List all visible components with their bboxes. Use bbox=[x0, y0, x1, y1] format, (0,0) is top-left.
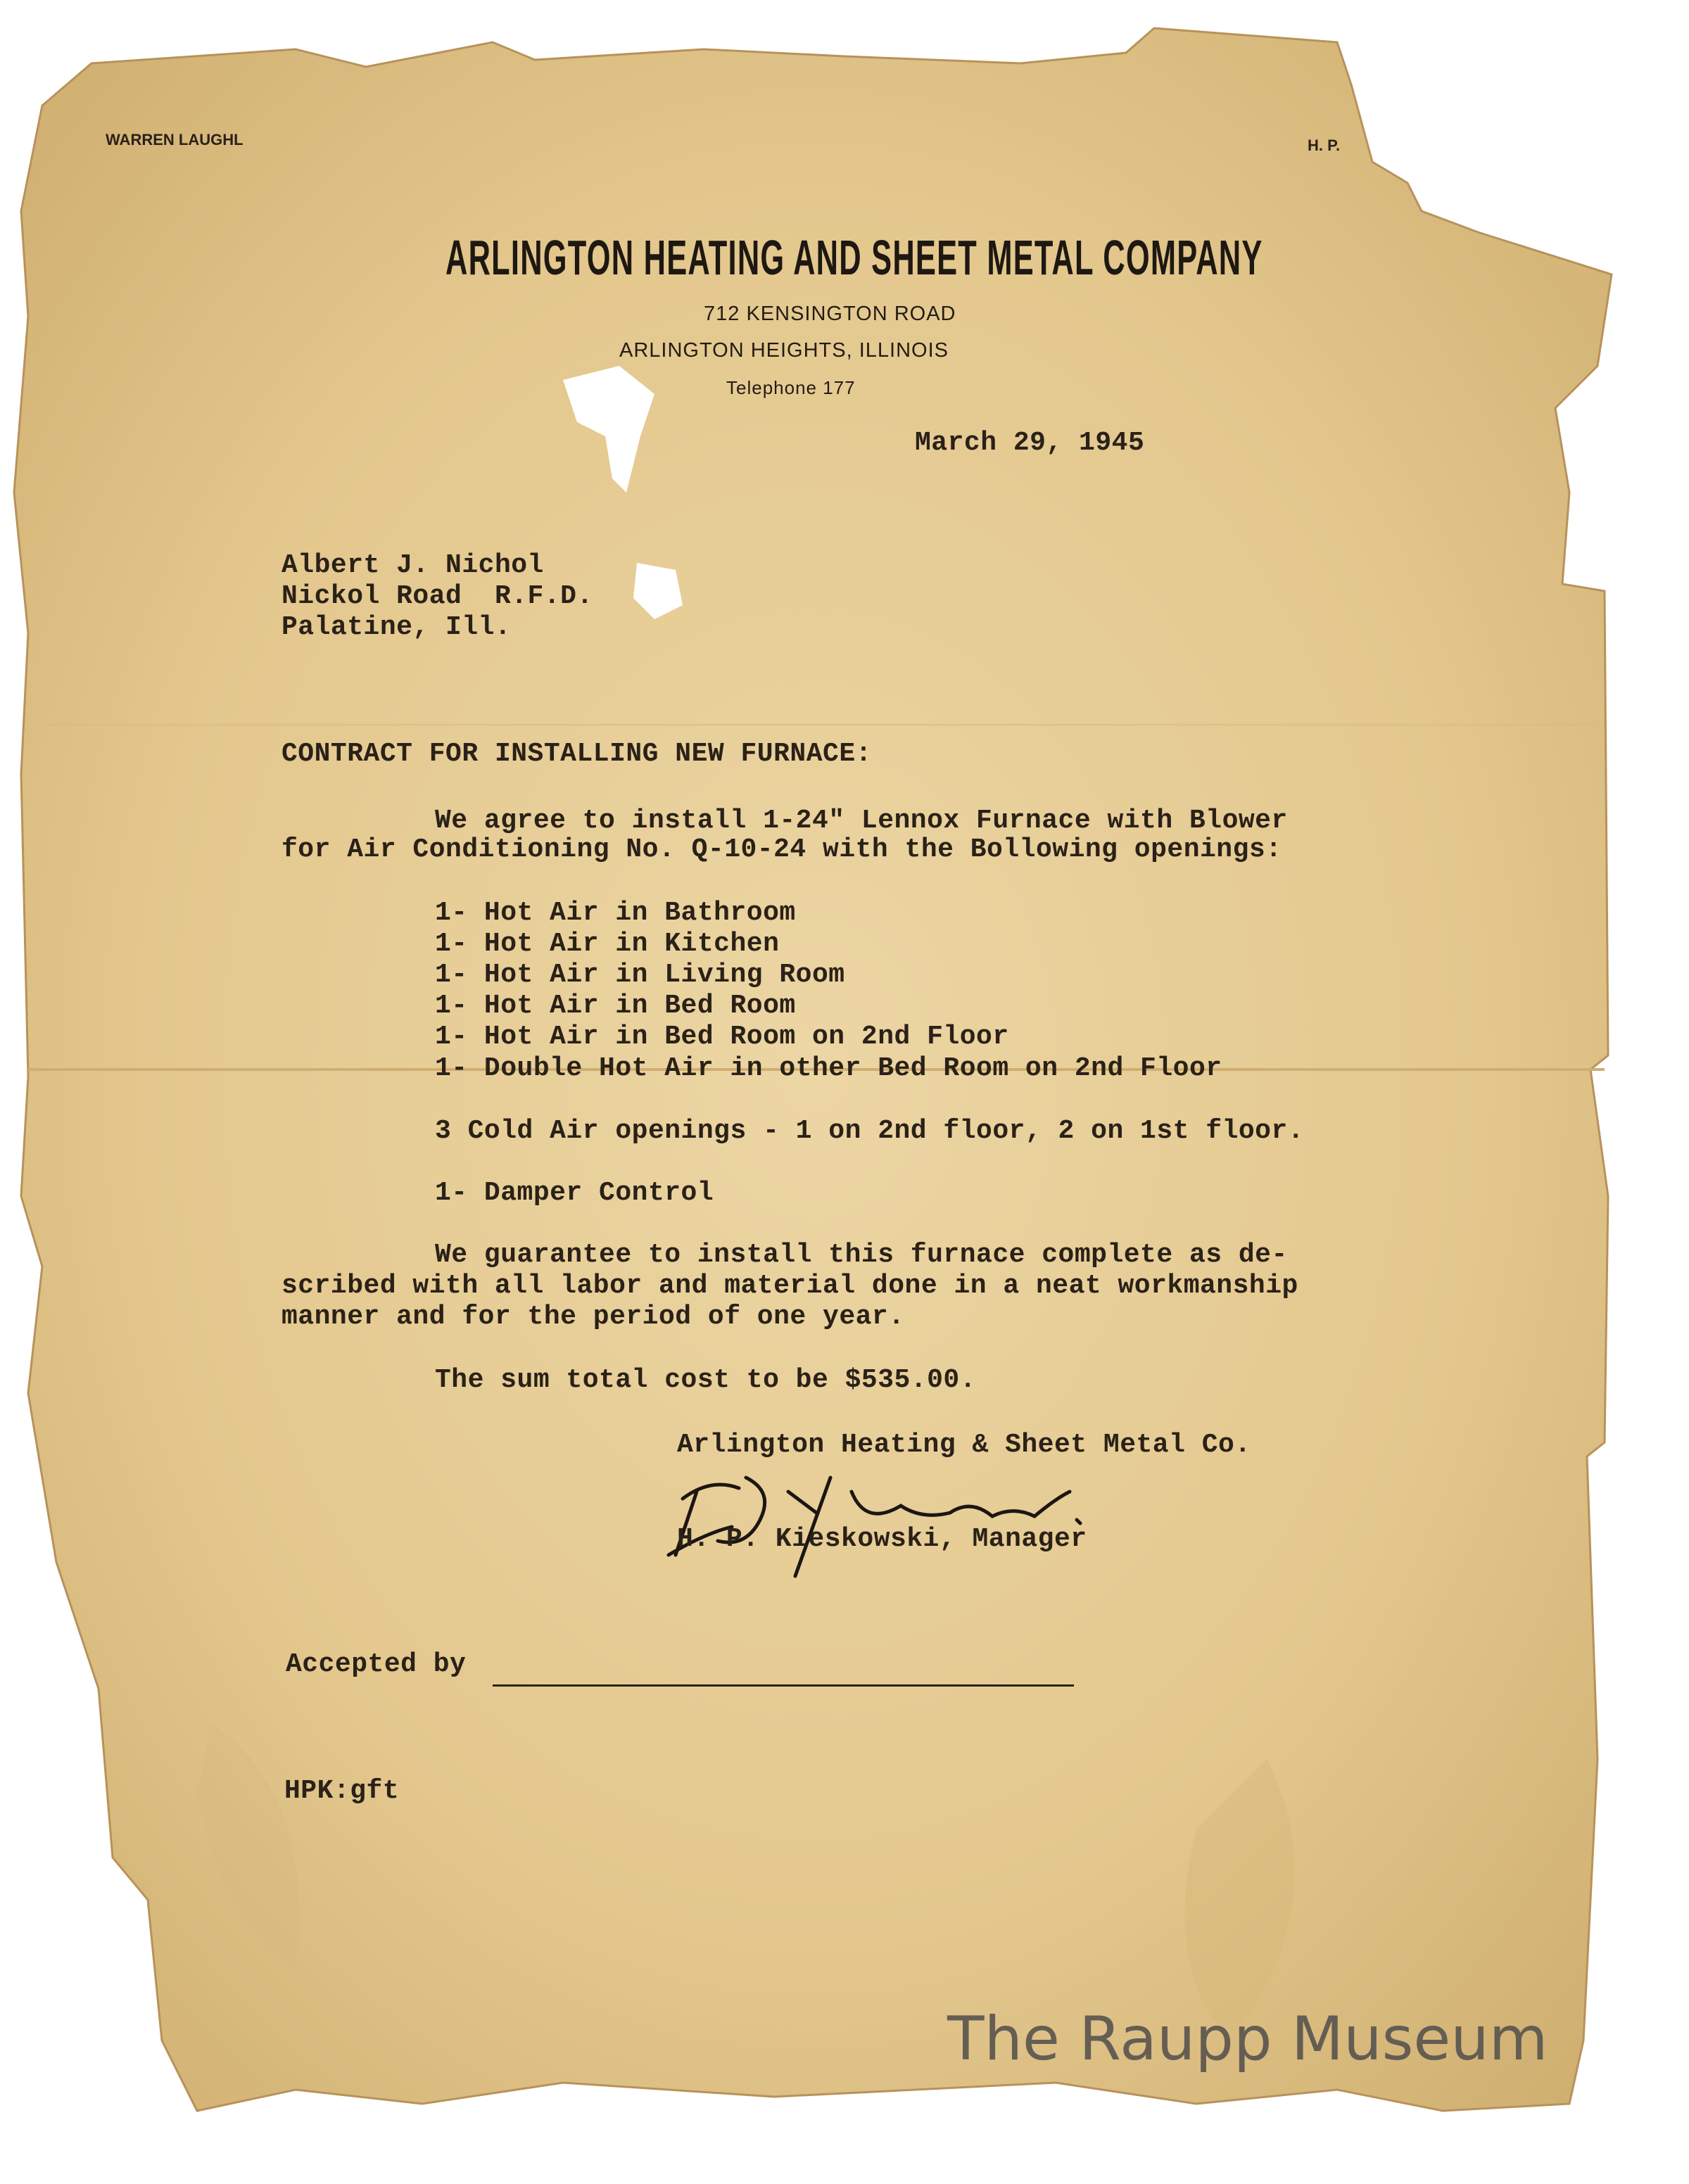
guarantee-line-2: scribed with all labor and material done in a neat workmanship bbox=[282, 1271, 1298, 1301]
guarantee-line-1: We guarantee to install this furnace complete as de- bbox=[435, 1240, 1288, 1270]
museum-watermark: The Raupp Museum bbox=[947, 2004, 1548, 2074]
guarantee-line-3: manner and for the period of one year. bbox=[282, 1302, 905, 1332]
signatory-name: H. P. Kieskowski, Manager bbox=[677, 1524, 1087, 1554]
total-cost-line: The sum total cost to be $535.00. bbox=[435, 1365, 977, 1395]
recipient-name: Albert J. Nichol bbox=[282, 550, 544, 580]
company-city: ARLINGTON HEIGHTS, ILLINOIS bbox=[619, 339, 949, 362]
reference-initials: HPK:gft bbox=[284, 1776, 400, 1806]
corner-text-left: WARREN LAUGHL bbox=[106, 131, 243, 148]
opening-item: 1- Hot Air in Kitchen bbox=[435, 929, 780, 959]
intro-line-1: We agree to install 1-24" Lennox Furnace with Blower bbox=[435, 806, 1288, 836]
acceptance-signature-line bbox=[493, 1684, 1074, 1687]
contract-heading: CONTRACT FOR INSTALLING NEW FURNACE: bbox=[282, 739, 872, 769]
company-name: ARLINGTON HEATING AND SHEET METAL COMPANY bbox=[445, 230, 1263, 285]
recipient-address: Nickol Road R.F.D. bbox=[282, 581, 593, 611]
recipient-city: Palatine, Ill. bbox=[282, 612, 512, 642]
intro-line-2: for Air Conditioning No. Q-10-24 with the Bollowing openings: bbox=[282, 834, 1282, 865]
handwritten-signature bbox=[654, 1449, 1161, 1583]
cold-air-line: 3 Cold Air openings - 1 on 2nd floor, 2 on 1st floor. bbox=[435, 1116, 1305, 1146]
opening-item: 1- Double Hot Air in other Bed Room on 2nd Floor bbox=[435, 1053, 1222, 1084]
opening-item: 1- Hot Air in Bathroom bbox=[435, 898, 796, 928]
accepted-by-label: Accepted by bbox=[286, 1649, 467, 1680]
opening-item: 1- Hot Air in Living Room bbox=[435, 960, 845, 990]
signature-company: Arlington Heating & Sheet Metal Co. bbox=[677, 1430, 1251, 1460]
opening-item: 1- Hot Air in Bed Room bbox=[435, 991, 796, 1021]
company-telephone: Telephone 177 bbox=[726, 377, 856, 398]
corner-text-right: H. P. bbox=[1308, 136, 1341, 154]
damper-line: 1- Damper Control bbox=[435, 1178, 714, 1208]
opening-item: 1- Hot Air in Bed Room on 2nd Floor bbox=[435, 1022, 1009, 1052]
letter-date: March 29, 1945 bbox=[915, 428, 1145, 458]
company-street: 712 KENSINGTON ROAD bbox=[704, 303, 956, 325]
